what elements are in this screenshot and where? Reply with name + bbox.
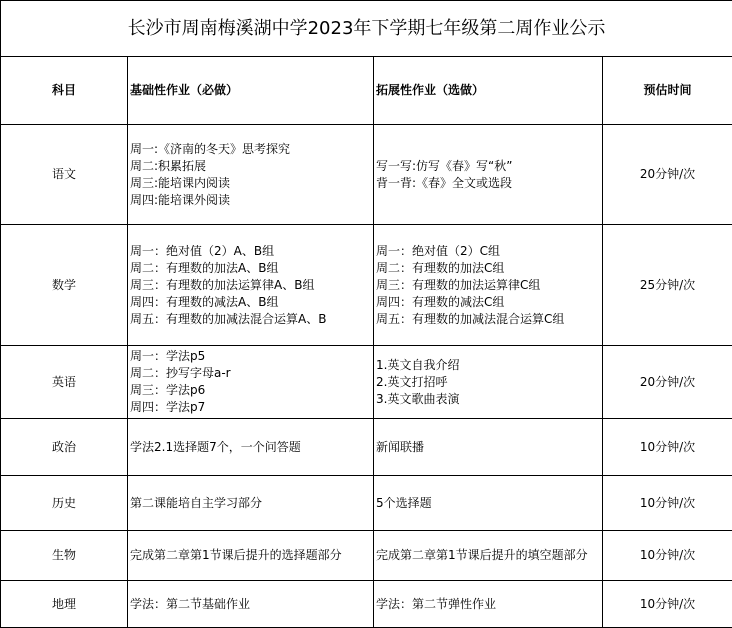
basic-cell xyxy=(128,225,374,346)
extended-item: 周五：有理数的加减法混合运算C组 xyxy=(376,311,565,326)
basic-item: 完成第二章第1节课后提升的选择题部分 xyxy=(130,548,342,562)
basic-item: 周二：抄写字母a-r xyxy=(130,366,231,380)
table-row xyxy=(1,125,732,225)
extended-cell xyxy=(374,531,603,581)
page-title: 长沙市周南梅溪湖中学2023年下学期七年级第二周作业公示 xyxy=(1,1,732,57)
table-row xyxy=(1,476,732,531)
basic-cell xyxy=(128,476,374,531)
time-cell: 20分钟/次 xyxy=(603,346,732,419)
subject-cell: 历史 xyxy=(1,476,128,531)
header-extended: 拓展性作业（选做） xyxy=(374,57,603,125)
basic-item: 周一：绝对值（2）A、B组 xyxy=(130,243,275,258)
subject-cell: 语文 xyxy=(1,125,128,225)
extended-item: 5个选择题 xyxy=(376,495,432,510)
basic-item: 周四：学法p7 xyxy=(130,400,206,414)
table-row xyxy=(1,581,732,628)
extended-item: 背一背:《春》全文或选段 xyxy=(376,175,513,190)
time-cell: 20分钟/次 xyxy=(603,125,732,225)
extended-item: 周二：有理数的加法C组 xyxy=(376,260,505,275)
basic-item: 周三：有理数的加法运算律A、B组 xyxy=(130,277,315,292)
title-row xyxy=(1,1,732,57)
extended-item: 完成第二章第1节课后提升的填空题部分 xyxy=(376,548,588,562)
extended-item: 周三：有理数的加法运算律C组 xyxy=(376,277,541,292)
time-cell: 10分钟/次 xyxy=(603,531,732,581)
time-cell: 10分钟/次 xyxy=(603,581,732,628)
subject-cell: 地理 xyxy=(1,581,128,628)
extended-cell xyxy=(374,419,603,476)
basic-item: 周一：学法p5 xyxy=(130,349,206,363)
header-basic: 基础性作业（必做） xyxy=(128,57,374,125)
basic-item: 第二课能培自主学习部分 xyxy=(130,495,263,510)
extended-item: 写一写:仿写《春》写“秋” xyxy=(376,158,513,173)
subject-cell: 政治 xyxy=(1,419,128,476)
basic-item: 周二:积累拓展 xyxy=(130,158,207,173)
extended-item: 1.英文自我介绍 xyxy=(376,357,460,372)
header-time: 预估时间 xyxy=(603,57,732,125)
subject-cell: 数学 xyxy=(1,225,128,346)
header-subject: 科目 xyxy=(1,57,128,125)
basic-item: 周二：有理数的加法A、B组 xyxy=(130,260,279,275)
header-row xyxy=(1,57,732,125)
basic-cell xyxy=(128,531,374,581)
basic-item: 周三：学法p6 xyxy=(130,383,206,397)
extended-cell xyxy=(374,125,603,225)
time-cell: 10分钟/次 xyxy=(603,476,732,531)
basic-item: 周五：有理数的加减法混合运算A、B xyxy=(130,311,327,326)
extended-cell xyxy=(374,225,603,346)
basic-item: 周四：有理数的减法A、B组 xyxy=(130,294,279,309)
extended-item: 周一：绝对值（2）C组 xyxy=(376,243,501,258)
time-cell: 10分钟/次 xyxy=(603,419,732,476)
subject-cell: 英语 xyxy=(1,346,128,419)
basic-item: 周一:《济南的冬天》思考探究 xyxy=(130,141,291,156)
basic-cell xyxy=(128,419,374,476)
basic-cell xyxy=(128,581,374,628)
basic-cell xyxy=(128,125,374,225)
extended-cell xyxy=(374,346,603,419)
extended-item: 3.英文歌曲表演 xyxy=(376,391,460,406)
extended-item: 新闻联播 xyxy=(376,439,425,454)
table-row xyxy=(1,346,732,419)
table-row xyxy=(1,531,732,581)
time-cell: 25分钟/次 xyxy=(603,225,732,346)
extended-item: 2.英文打招呼 xyxy=(376,374,448,389)
extended-cell xyxy=(374,581,603,628)
basic-item: 学法2.1选择题7个，一个问答题 xyxy=(130,439,301,454)
basic-item: 周四:能培课外阅读 xyxy=(130,192,231,207)
extended-item: 周四：有理数的减法C组 xyxy=(376,294,505,309)
basic-cell xyxy=(128,346,374,419)
extended-item: 学法：第二节弹性作业 xyxy=(376,596,497,611)
subject-cell: 生物 xyxy=(1,531,128,581)
basic-item: 学法：第二节基础作业 xyxy=(130,596,251,611)
table-row xyxy=(1,419,732,476)
basic-item: 周三:能培课内阅读 xyxy=(130,175,231,190)
table-row xyxy=(1,225,732,346)
extended-cell xyxy=(374,476,603,531)
